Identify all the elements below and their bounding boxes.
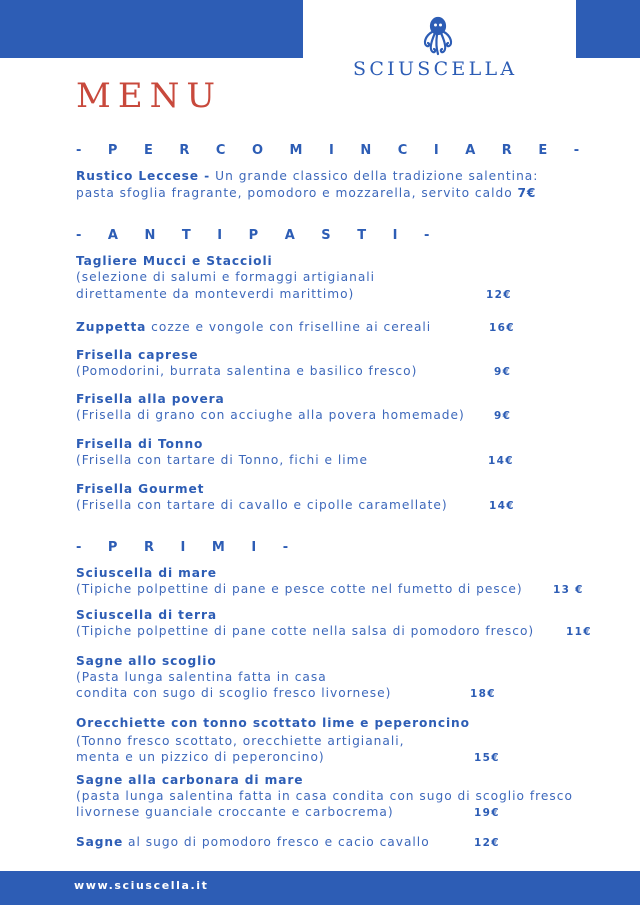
item-price: 18€ bbox=[470, 688, 496, 700]
item-desc: menta e un pizzico di peperoncino) bbox=[76, 750, 325, 764]
item-name-sagne-scoglio: Sagne allo scoglio bbox=[76, 654, 217, 668]
item-desc: (Frisella con tartare di Tonno, fichi e lime bbox=[76, 453, 368, 467]
item-desc: (Tonno fresco scottato, orecchiette artigianali, bbox=[76, 734, 405, 748]
item-price: 16€ bbox=[489, 322, 515, 334]
header-block-right bbox=[576, 0, 640, 58]
item-price: 9€ bbox=[494, 410, 512, 422]
item-desc: Un grande classico della tradizione salentina: bbox=[215, 169, 539, 183]
item-price: 11€ bbox=[566, 626, 592, 638]
item-desc-line bbox=[76, 186, 536, 200]
item-desc: al sugo di pomodoro fresco e cacio cavallo bbox=[123, 835, 430, 849]
item-price: 12€ bbox=[486, 289, 512, 301]
item-desc: (pasta lunga salentina fatta in casa condita con sugo di scoglio fresco bbox=[76, 789, 573, 803]
item-name-sagne-carbonara: Sagne alla carbonara di mare bbox=[76, 773, 304, 787]
brand-name: SCIUSCELLA bbox=[353, 58, 518, 80]
item-desc: livornese guanciale croccante e carbocrema) bbox=[76, 805, 394, 819]
menu-item-sagne-pomodoro bbox=[76, 835, 430, 849]
item-name-tagliere: Tagliere Mucci e Staccioli bbox=[76, 254, 273, 268]
item-name-orecchiette: Orecchiette con tonno scottato lime e peperoncino bbox=[76, 716, 470, 730]
section-primi: - P R I M I - bbox=[76, 540, 300, 555]
item-desc: (selezione di salumi e formaggi artigianali bbox=[76, 270, 376, 284]
item-name-frisella-tonno: Frisella di Tonno bbox=[76, 437, 204, 451]
menu-title: MENU bbox=[76, 76, 223, 116]
item-name-frisella-caprese: Frisella caprese bbox=[76, 348, 199, 362]
item-price: 15€ bbox=[474, 752, 500, 764]
menu-item-zuppetta bbox=[76, 320, 431, 334]
footer-bar bbox=[0, 871, 640, 905]
item-desc: (Frisella di grano con acciughe alla povera homemade) bbox=[76, 408, 465, 422]
section-antipasti: - A N T I P A S T I - bbox=[76, 228, 441, 243]
item-desc: condita con sugo di scoglio fresco livornese) bbox=[76, 686, 392, 700]
website-link[interactable]: www.sciuscella.it bbox=[74, 879, 209, 892]
item-desc: (Tipiche polpettine di pane cotte nella salsa di pomodoro fresco) bbox=[76, 624, 535, 638]
item-desc: (Pomodorini, burrata salentina e basilico fresco) bbox=[76, 364, 418, 378]
item-desc: (Tipiche polpettine di pane e pesce cotte nel fumetto di pesce) bbox=[76, 582, 523, 596]
item-name: Sagne bbox=[76, 835, 124, 849]
item-desc: (Pasta lunga salentina fatta in casa bbox=[76, 670, 327, 684]
item-name-frisella-povera: Frisella alla povera bbox=[76, 392, 225, 406]
item-price: 9€ bbox=[494, 366, 512, 378]
item-price: 19€ bbox=[474, 807, 500, 819]
item-price: 7€ bbox=[517, 186, 537, 200]
menu-item-rustico bbox=[76, 169, 538, 183]
item-desc: direttamente da monteverdi marittimo) bbox=[76, 287, 355, 301]
item-name-sciuscella-mare: Sciuscella di mare bbox=[76, 566, 217, 580]
item-desc: (Frisella con tartare di cavallo e cipolle caramellate) bbox=[76, 498, 448, 512]
item-price: 12€ bbox=[474, 837, 500, 849]
item-price: 14€ bbox=[488, 455, 514, 467]
item-desc: pasta sfoglia fragrante, pomodoro e mozzarella, servito caldo bbox=[76, 186, 513, 200]
item-name: Zuppetta bbox=[76, 320, 147, 334]
item-desc: cozze e vongole con friselline ai cereali bbox=[146, 320, 432, 334]
item-price: 13 € bbox=[553, 584, 584, 596]
item-name-sciuscella-terra: Sciuscella di terra bbox=[76, 608, 218, 622]
item-name-frisella-gourmet: Frisella Gourmet bbox=[76, 482, 205, 496]
octopus-icon bbox=[417, 14, 459, 56]
section-per-cominciare: - P E R C O M I N C I A R E - bbox=[76, 143, 591, 158]
item-name: Rustico Leccese - bbox=[76, 169, 216, 183]
item-price: 14€ bbox=[489, 500, 515, 512]
header-block-left bbox=[0, 0, 303, 58]
